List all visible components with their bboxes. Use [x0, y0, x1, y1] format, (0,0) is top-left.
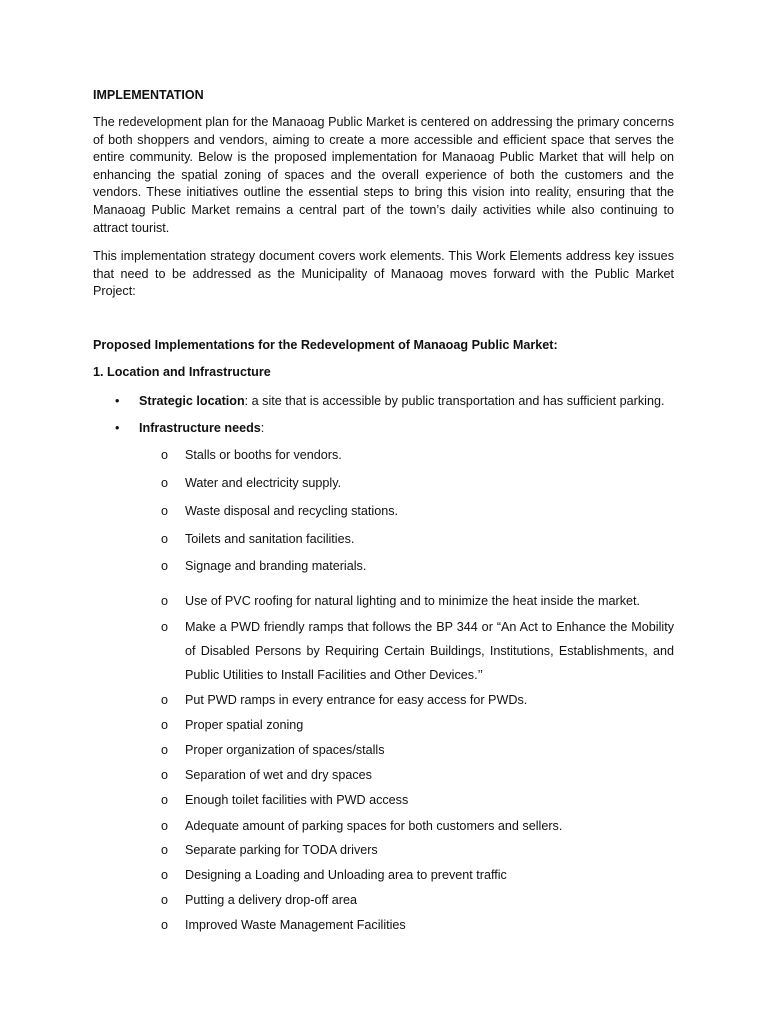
sub-item-text: Toilets and sanitation facilities.	[185, 532, 355, 546]
sub-marker: o	[161, 532, 169, 546]
intro-paragraph: The redevelopment plan for the Manaoag Public Market is centered on addressing the primary concerns of both shoppers and vendors, aiming to create a more accessible and efficient space that serves the entire community. Below is the proposed implementation for Manaoag Public Market that will help on enhancing the spatial zoning of spaces and the overall experience of both the customers and the vendors. These initiatives outline the essential steps to bring this vision into reality, ensuring that the Manaoag Public Market remains a central part of the town’s daily activities while also continuing to attract tourist.	[93, 115, 674, 235]
sub-item-text: Adequate amount of parking spaces for both customers and sellers.	[185, 819, 563, 833]
strategy-paragraph: This implementation strategy document covers work elements. This Work Elements address key issues that need to be addressed as the Municipality of Manaoag moves forward with the Public Market Project:	[93, 249, 674, 299]
sub-marker: o	[161, 743, 169, 757]
bullet-marker: •	[115, 394, 120, 408]
sub-marker: o	[161, 843, 169, 857]
sub-marker: o	[161, 594, 169, 608]
sub-item-text: Signage and branding materials.	[185, 559, 367, 573]
sub-marker: o	[161, 868, 169, 882]
sub-item-text: Waste disposal and recycling stations.	[185, 504, 399, 518]
sub-marker: o	[161, 559, 169, 573]
sub-item-text: Putting a delivery drop-off area	[185, 893, 357, 907]
bullet-text: : a site that is accessible by public transportation and has sufficient parking.	[244, 394, 665, 408]
sub-item-text: Make a PWD friendly ramps that follows the BP 344 or “An Act to Enhance the Mobility of Disabled Persons by Requiring Certain Buildings, Institutions, Establishments, and Public Utilities to Install Facilities and Other Devices.’’	[185, 620, 674, 683]
sub-marker: o	[161, 504, 169, 518]
sub-item-text: Designing a Loading and Unloading area to prevent traffic	[185, 868, 507, 882]
sub-item-text: Separation of wet and dry spaces	[185, 768, 372, 782]
sub-marker: o	[161, 793, 169, 807]
sub-marker: o	[161, 768, 169, 782]
section-title: Proposed Implementations for the Redevelopment of Manaoag Public Market:	[93, 338, 558, 352]
bullet-label: Strategic location	[139, 394, 245, 408]
sub-marker: o	[161, 476, 169, 490]
sub-marker: o	[161, 448, 169, 462]
sub-marker: o	[161, 819, 169, 833]
bullet-label: Infrastructure needs	[139, 421, 261, 435]
sub-item-text: Water and electricity supply.	[185, 476, 342, 490]
sub-item-text: Improved Waste Management Facilities	[185, 918, 406, 932]
page-heading: IMPLEMENTATION	[93, 88, 204, 102]
sub-marker: o	[161, 620, 169, 634]
sub-item-text: Put PWD ramps in every entrance for easy access for PWDs.	[185, 693, 528, 707]
sub-item-text: Separate parking for TODA drivers	[185, 843, 378, 857]
bullet-text: :	[260, 421, 265, 435]
sub-item-text: Stalls or booths for vendors.	[185, 448, 342, 462]
sub-item-text: Enough toilet facilities with PWD access	[185, 793, 409, 807]
sub-marker: o	[161, 718, 169, 732]
sub-marker: o	[161, 893, 169, 907]
sub-item-text: Proper organization of spaces/stalls	[185, 743, 385, 757]
sub-marker: o	[161, 918, 169, 932]
subsection-title: 1. Location and Infrastructure	[93, 365, 271, 379]
bullet-marker: •	[115, 421, 120, 435]
sub-item-text: Use of PVC roofing for natural lighting and to minimize the heat inside the market.	[185, 594, 641, 608]
sub-marker: o	[161, 693, 169, 707]
sub-item-text: Proper spatial zoning	[185, 718, 304, 732]
